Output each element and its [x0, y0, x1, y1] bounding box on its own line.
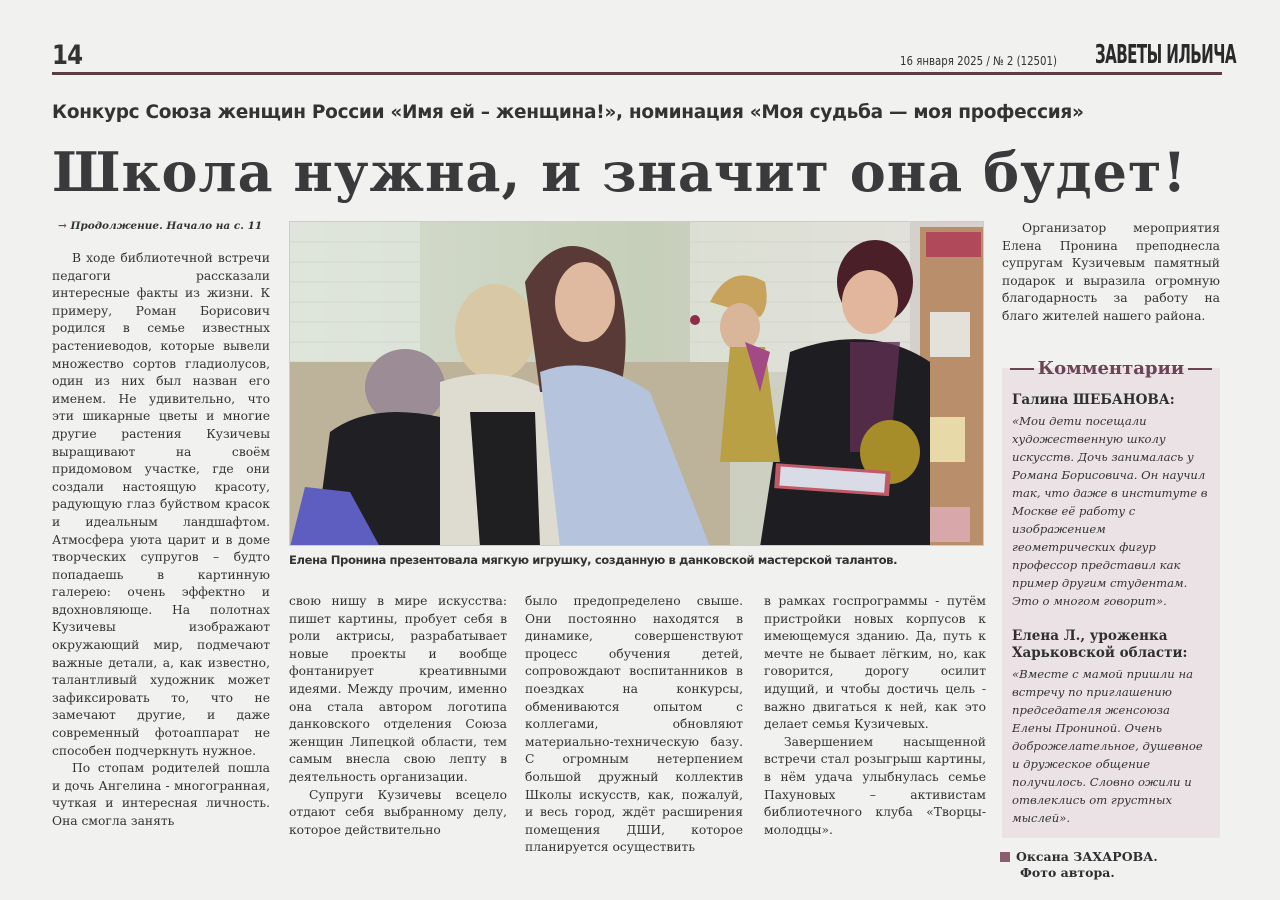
text-column-5	[1002, 220, 1220, 326]
paragraph: Организатор мероприятия Елена Пронина преподнесла супругам Кузичевым памятный подарок и выразила огромную благодарность за работу на благо жителей нашего района.	[1002, 221, 1220, 323]
text-column-3	[525, 593, 743, 857]
article-photo	[289, 221, 984, 546]
arrow-right-icon: →	[58, 220, 67, 232]
commenter-name: Елена Л., уроженка Харьковской области:	[1012, 628, 1188, 661]
article-kicker: Конкурс Союза женщин России «Имя ей – женщина!», номинация «Моя судьба — моя профессия»	[52, 102, 1084, 123]
comment-2	[1012, 628, 1212, 827]
square-bullet-icon	[1000, 852, 1010, 862]
author-name: Оксана ЗАХАРОВА.	[1016, 849, 1158, 864]
paragraph: в рамках госпрограммы - путём пристройки новых корпусов к имеющемуся зданию. Да, путь к мечте не бывает лёгким, но, как говорится, дорогу осилит идущий, и чтобы достичь цель - важно двигаться к ней, как это делает семья Кузичевых.	[764, 594, 986, 732]
page-number: 14	[52, 40, 83, 71]
comments-heading: Комментарии	[1002, 358, 1220, 379]
commenter-name: Галина ШЕБАНОВА:	[1012, 392, 1175, 408]
photo-credit: Фото автора.	[1020, 865, 1115, 880]
continuation-text: Продолжение. Начало на с. 11	[70, 220, 263, 232]
header-rule	[52, 72, 1222, 75]
photo-illustration	[290, 222, 984, 546]
paragraph: По стопам родителей пошла и дочь Ангелина - многогранная, чуткая и интересная личность. Она смогла занять	[52, 761, 270, 828]
photo-caption: Елена Пронина презентовала мягкую игрушку, созданную в данковской мастерской талантов.	[289, 553, 898, 567]
paragraph: свою нишу в мире искусства: пишет картины, пробует себя в роли актрисы, разрабатывает новые проекты и вообще фонтанирует креативными идеями. Между прочим, именно она стала автором логотипа данковского отделения Союза женщин Липецкой области, тем самым внесла свою лепту в деятельность организации.	[289, 594, 507, 784]
continuation-note	[58, 220, 262, 232]
paragraph: В ходе библиотечной встречи педагоги рассказали интересные факты из жизни. К примеру, Роман Борисович родился в семье известных растениеводов, которые вывели множество сортов гладиолусов, один из них был назван его именем. Не удивительно, что эти шикарные цветы и многие другие растения Кузичевы выращивают на своём придомовом участке, где они создали настоящую красоту, радующую глаз буйством красок и идеальным ландшафтом. Атмосфера уюта царит и в доме творческих супругов – будто попадаешь в картинную галерею: очень эффектно и вдохновляюще. На полотнах Кузичевы изображают окружающий мир, подмечают важные детали, а, как известно, талантливый художник может зафиксировать то, что не замечают другие, и даже современный фотоаппарат не способен подчеркнуть нужное.	[52, 251, 270, 758]
paragraph: Завершением насыщенной встречи стал розыгрыш картины, в нём удача улыбнулась семье Пахуновых – активистам библиотечного клуба «Творцы-молодцы».	[764, 734, 986, 837]
newspaper-masthead: ЗАВЕТЫ ИЛЬИЧА	[1095, 40, 1236, 70]
text-column-4	[764, 593, 986, 839]
paragraph: Супруги Кузичевы всецело отдают себя выбранному делу, которое действительно	[289, 787, 507, 837]
text-column-1	[52, 250, 270, 831]
article-headline: Школа нужна, и значит она будет!	[52, 140, 1188, 204]
issue-info: 16 января 2025 / № 2 (12501)	[900, 54, 1058, 68]
comment-quote: «Мои дети посещали художественную школу искусств. Дочь занималась у Романа Борисовича. Он научил так, что даже в институте в Москве её работу с изображением геометрических фигур профессор представил как пример другим студентам. Это о многом говорит».	[1012, 414, 1208, 608]
comment-quote: «Вместе с мамой пришли на встречу по приглашению председателя женсоюза Елены Прониной. Очень доброжелательное, душевное и дружеское общение получилось. Словно ожили и отвлеклись от грустных мыслей».	[1012, 667, 1203, 825]
comment-1	[1012, 392, 1212, 610]
text-column-2	[289, 593, 507, 839]
paragraph: было предопределено свыше. Они постоянно находятся в динамике, совершенствуют процесс обучения детей, сопровождают воспитанников в поездках на конкурсы, обмениваются опытом с коллегами, обновляют материально-техническую базу. С огромным нетерпением большой дружный коллектив Школы искусств, как, пожалуй, и весь город, ждёт расширения помещения ДШИ, которое планируется осуществить	[525, 594, 743, 855]
byline	[1000, 849, 1158, 881]
